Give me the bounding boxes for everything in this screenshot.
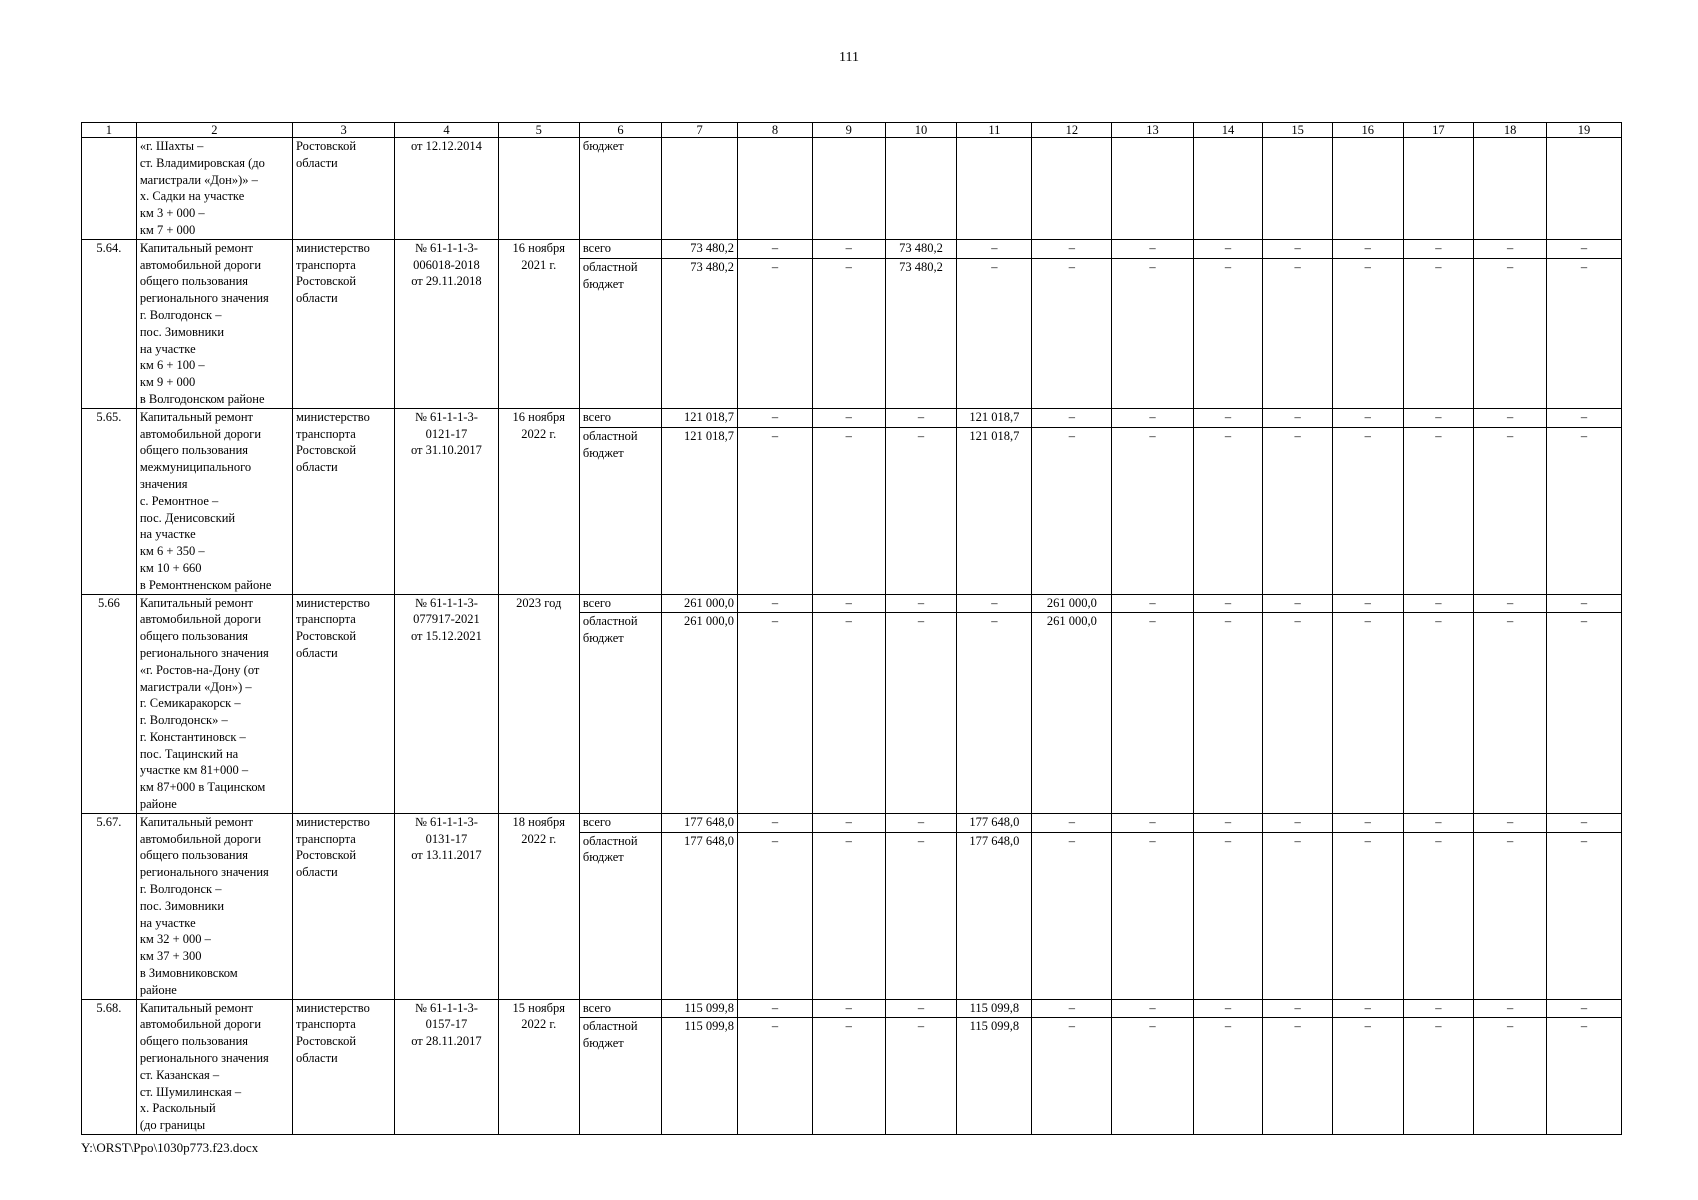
funding-source-cell: всего (579, 999, 661, 1018)
organization-cell: министерство транспорта Ростовской области (292, 813, 394, 999)
value-cell: – (1546, 594, 1621, 613)
value-cell: – (1474, 999, 1547, 1018)
value-cell: – (1193, 832, 1263, 999)
value-cell (1112, 138, 1193, 240)
value-cell (1403, 138, 1474, 240)
value-cell: – (1193, 999, 1263, 1018)
value-cell: – (1032, 999, 1112, 1018)
value-cell: – (1112, 813, 1193, 832)
value-cell: – (1032, 1018, 1112, 1135)
value-cell: – (1193, 594, 1263, 613)
value-cell: – (1193, 1018, 1263, 1135)
column-number-header: 2 (136, 123, 292, 138)
value-cell: – (1474, 613, 1547, 814)
column-number-header: 7 (662, 123, 738, 138)
value-cell: – (1112, 613, 1193, 814)
funding-source-cell: областной бюджет (579, 832, 661, 999)
value-cell: – (1403, 999, 1474, 1018)
column-number-header: 12 (1032, 123, 1112, 138)
value-cell: – (1193, 428, 1263, 594)
organization-cell: министерство транспорта Ростовской области (292, 594, 394, 813)
value-cell: – (885, 832, 957, 999)
funding-source-cell: всего (579, 239, 661, 259)
table-row (82, 999, 1622, 1018)
value-cell: – (1263, 1018, 1333, 1135)
value-cell: 73 480,2 (662, 239, 738, 259)
value-cell: – (1332, 239, 1403, 259)
funding-source-cell: всего (579, 408, 661, 428)
column-number-header: 14 (1193, 123, 1263, 138)
value-cell: – (885, 408, 957, 428)
date-cell: 2023 год (498, 594, 579, 813)
file-path-footer: Y:\ORST\Ppo\1030p773.f23.docx (81, 1140, 259, 1155)
value-cell: – (738, 613, 813, 814)
value-cell: – (1193, 408, 1263, 428)
value-cell: – (1332, 999, 1403, 1018)
funding-source-cell: областной бюджет (579, 613, 661, 814)
value-cell: 115 099,8 (957, 1018, 1032, 1135)
value-cell: – (885, 813, 957, 832)
value-cell: – (885, 613, 957, 814)
value-cell: 177 648,0 (662, 832, 738, 999)
value-cell: – (1112, 408, 1193, 428)
table-row (82, 239, 1622, 259)
object-name-cell: Капитальный ремонт автомобильной дороги общего пользования регионального значения г. Волгодонск – пос. Зимовники на участке км 32 + 000 – км 37 + 300 в Зимовниковском районе (136, 813, 292, 999)
date-cell: 16 ноября 2022 г. (498, 408, 579, 594)
value-cell: – (1263, 832, 1333, 999)
value-cell: 73 480,2 (885, 239, 957, 259)
value-cell: – (1474, 594, 1547, 613)
value-cell: – (812, 613, 885, 814)
column-number-header: 9 (812, 123, 885, 138)
value-cell: – (812, 813, 885, 832)
value-cell: – (1403, 408, 1474, 428)
column-number-header: 13 (1112, 123, 1193, 138)
column-number-header: 15 (1263, 123, 1333, 138)
date-cell: 16 ноября 2021 г. (498, 239, 579, 408)
value-cell: – (957, 594, 1032, 613)
value-cell: – (1546, 428, 1621, 594)
value-cell: 177 648,0 (662, 813, 738, 832)
date-cell: 15 ноября 2022 г. (498, 999, 579, 1134)
value-cell: – (1546, 832, 1621, 999)
value-cell: – (738, 832, 813, 999)
value-cell: – (1546, 1018, 1621, 1135)
document-cell: от 12.12.2014 (395, 138, 498, 240)
value-cell: – (812, 1018, 885, 1135)
value-cell: – (1193, 613, 1263, 814)
value-cell: – (1546, 259, 1621, 408)
column-number-header: 16 (1332, 123, 1403, 138)
value-cell (957, 138, 1032, 240)
value-cell (738, 138, 813, 240)
organization-cell: министерство транспорта Ростовской области (292, 408, 394, 594)
object-name-cell: «г. Шахты – ст. Владимировская (до магистрали «Дон»)» – х. Садки на участке км 3 + 000 – км 7 + 000 (136, 138, 292, 240)
funding-source-cell: всего (579, 813, 661, 832)
value-cell: – (1032, 408, 1112, 428)
value-cell: – (1403, 239, 1474, 259)
value-cell: – (1403, 428, 1474, 594)
value-cell: – (1403, 594, 1474, 613)
column-number-header: 18 (1474, 123, 1547, 138)
document-cell: № 61-1-1-3- 0121-17 от 31.10.2017 (395, 408, 498, 594)
value-cell: – (1032, 813, 1112, 832)
value-cell: – (738, 259, 813, 408)
object-name-cell: Капитальный ремонт автомобильной дороги общего пользования межмуниципального значения с. Ремонтное – пос. Денисовский на участке км 6 + 350 – км 10 + 660 в Ремонтненском районе (136, 408, 292, 594)
organization-cell: министерство транспорта Ростовской области (292, 239, 394, 408)
value-cell (1546, 138, 1621, 240)
column-number-header: 3 (292, 123, 394, 138)
value-cell: – (1332, 613, 1403, 814)
value-cell: – (1193, 239, 1263, 259)
date-cell: 18 ноября 2022 г. (498, 813, 579, 999)
value-cell: 121 018,7 (662, 408, 738, 428)
value-cell: – (1546, 813, 1621, 832)
funding-source-cell: областной бюджет (579, 1018, 661, 1135)
value-cell (812, 138, 885, 240)
value-cell: – (1112, 999, 1193, 1018)
funding-source-cell: бюджет (579, 138, 661, 240)
value-cell: – (1332, 813, 1403, 832)
item-number-cell: 5.64. (82, 239, 137, 408)
value-cell: – (1263, 428, 1333, 594)
object-name-cell: Капитальный ремонт автомобильной дороги общего пользования регионального значения «г. Ростов-на-Дону (от магистрали «Дон») – г. Семикаракорск – г. Волгодонск» – г. Константиновск – пос. Тацинский на участке км 81+000 – км 87+000 в Тацинском районе (136, 594, 292, 813)
funding-source-cell: областной бюджет (579, 428, 661, 594)
value-cell: – (812, 239, 885, 259)
value-cell: – (1112, 428, 1193, 594)
value-cell: 115 099,8 (662, 999, 738, 1018)
value-cell: – (885, 1018, 957, 1135)
value-cell: – (1474, 428, 1547, 594)
value-cell: – (1474, 239, 1547, 259)
value-cell: – (1332, 832, 1403, 999)
table-body (82, 123, 1622, 1135)
value-cell: – (1403, 613, 1474, 814)
value-cell (1193, 138, 1263, 240)
value-cell: 177 648,0 (957, 832, 1032, 999)
value-cell: – (812, 832, 885, 999)
item-number-cell (82, 138, 137, 240)
document-cell: № 61-1-1-3- 006018-2018 от 29.11.2018 (395, 239, 498, 408)
value-cell: – (885, 428, 957, 594)
value-cell: – (812, 259, 885, 408)
value-cell: – (885, 999, 957, 1018)
value-cell: – (1112, 239, 1193, 259)
value-cell: – (1193, 259, 1263, 408)
organization-cell: министерство транспорта Ростовской области (292, 999, 394, 1134)
value-cell: 261 000,0 (1032, 594, 1112, 613)
value-cell: 261 000,0 (662, 594, 738, 613)
value-cell: – (812, 428, 885, 594)
column-number-header: 8 (738, 123, 813, 138)
value-cell: – (1032, 239, 1112, 259)
value-cell: – (1546, 613, 1621, 814)
budget-table (81, 122, 1622, 1135)
document-cell: № 61-1-1-3- 077917-2021 от 15.12.2021 (395, 594, 498, 813)
value-cell: – (812, 999, 885, 1018)
value-cell: – (738, 999, 813, 1018)
value-cell: 121 018,7 (957, 408, 1032, 428)
value-cell: – (1032, 259, 1112, 408)
table-row (82, 813, 1622, 832)
value-cell: – (1403, 1018, 1474, 1135)
funding-source-cell: областной бюджет (579, 259, 661, 408)
column-number-header: 10 (885, 123, 957, 138)
column-number-header: 6 (579, 123, 661, 138)
value-cell: – (1474, 1018, 1547, 1135)
value-cell: 121 018,7 (662, 428, 738, 594)
value-cell: – (738, 594, 813, 613)
value-cell: – (885, 594, 957, 613)
value-cell: – (1112, 259, 1193, 408)
value-cell: – (1546, 999, 1621, 1018)
value-cell: – (1332, 1018, 1403, 1135)
value-cell: – (1263, 813, 1333, 832)
value-cell: – (1332, 408, 1403, 428)
value-cell: – (1546, 239, 1621, 259)
value-cell: – (1403, 832, 1474, 999)
date-cell (498, 138, 579, 240)
value-cell: – (738, 428, 813, 594)
value-cell (1032, 138, 1112, 240)
value-cell: 261 000,0 (1032, 613, 1112, 814)
value-cell: – (1032, 428, 1112, 594)
object-name-cell: Капитальный ремонт автомобильной дороги общего пользования регионального значения ст. Казанская – ст. Шумилинская – х. Раскольный (до границы (136, 999, 292, 1134)
organization-cell: Ростовской области (292, 138, 394, 240)
value-cell: – (1112, 1018, 1193, 1135)
value-cell: – (957, 239, 1032, 259)
value-cell (1332, 138, 1403, 240)
value-cell: – (1263, 259, 1333, 408)
table-row (82, 138, 1622, 240)
value-cell: – (812, 594, 885, 613)
value-cell: – (738, 408, 813, 428)
value-cell: – (1403, 813, 1474, 832)
value-cell (662, 138, 738, 240)
document-cell: № 61-1-1-3- 0131-17 от 13.11.2017 (395, 813, 498, 999)
value-cell: – (1263, 613, 1333, 814)
value-cell: – (1193, 813, 1263, 832)
value-cell (885, 138, 957, 240)
item-number-cell: 5.65. (82, 408, 137, 594)
value-cell: – (1474, 259, 1547, 408)
value-cell (1474, 138, 1547, 240)
column-number-header: 19 (1546, 123, 1621, 138)
value-cell: – (957, 259, 1032, 408)
object-name-cell: Капитальный ремонт автомобильной дороги общего пользования регионального значения г. Волгодонск – пос. Зимовники на участке км 6 + 100 – км 9 + 000 в Волгодонском районе (136, 239, 292, 408)
value-cell: 73 480,2 (885, 259, 957, 408)
value-cell: – (1263, 239, 1333, 259)
value-cell: – (738, 239, 813, 259)
value-cell: – (738, 1018, 813, 1135)
value-cell: – (1474, 408, 1547, 428)
value-cell: – (1332, 594, 1403, 613)
value-cell: – (1332, 259, 1403, 408)
value-cell: 115 099,8 (957, 999, 1032, 1018)
value-cell: – (1263, 999, 1333, 1018)
value-cell: 261 000,0 (662, 613, 738, 814)
column-number-header: 17 (1403, 123, 1474, 138)
item-number-cell: 5.68. (82, 999, 137, 1134)
item-number-cell: 5.66 (82, 594, 137, 813)
value-cell: – (957, 613, 1032, 814)
value-cell: – (1032, 832, 1112, 999)
value-cell: 115 099,8 (662, 1018, 738, 1135)
document-cell: № 61-1-1-3- 0157-17 от 28.11.2017 (395, 999, 498, 1134)
value-cell (1263, 138, 1333, 240)
table-row (82, 408, 1622, 428)
value-cell: – (1263, 408, 1333, 428)
funding-source-cell: всего (579, 594, 661, 613)
value-cell: – (1546, 408, 1621, 428)
value-cell: – (812, 408, 885, 428)
column-number-header: 11 (957, 123, 1032, 138)
value-cell: – (1403, 259, 1474, 408)
value-cell: 121 018,7 (957, 428, 1032, 594)
value-cell: – (1112, 832, 1193, 999)
column-number-header: 4 (395, 123, 498, 138)
value-cell: – (738, 813, 813, 832)
value-cell: – (1332, 428, 1403, 594)
value-cell: – (1474, 813, 1547, 832)
column-number-header: 1 (82, 123, 137, 138)
page-number: 111 (839, 50, 859, 65)
value-cell: – (1474, 832, 1547, 999)
value-cell: – (1263, 594, 1333, 613)
value-cell: 177 648,0 (957, 813, 1032, 832)
value-cell: 73 480,2 (662, 259, 738, 408)
item-number-cell: 5.67. (82, 813, 137, 999)
value-cell: – (1112, 594, 1193, 613)
column-number-row (82, 123, 1622, 138)
column-number-header: 5 (498, 123, 579, 138)
table-row (82, 594, 1622, 613)
